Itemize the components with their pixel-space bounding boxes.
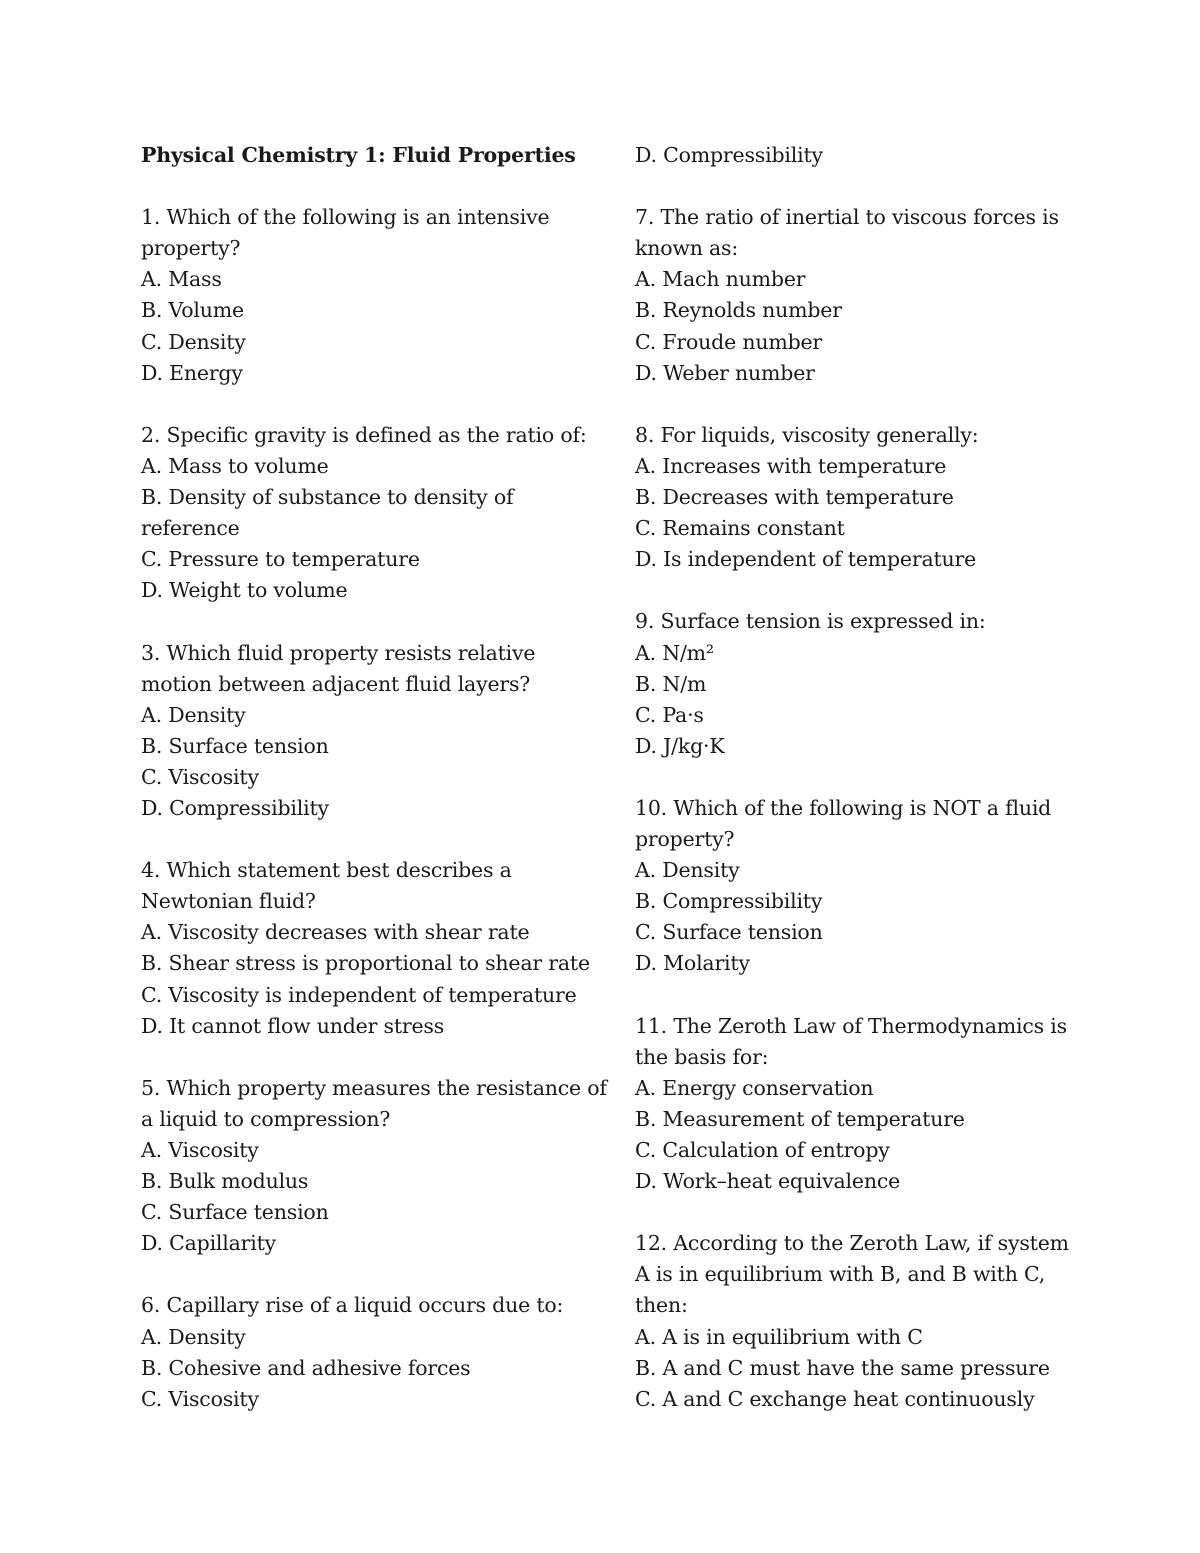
answer-option: A. A is in equilibrium with C	[635, 1324, 923, 1349]
answer-option: A. Density	[635, 858, 740, 883]
question-text: 5. Which property measures the resistance of	[141, 1075, 607, 1100]
question-text: known as:	[635, 236, 739, 261]
answer-option: A. Viscosity	[141, 1138, 259, 1162]
question-text: 2. Specific gravity is defined as the ratio of:	[141, 422, 587, 447]
question-4	[141, 855, 591, 1042]
answer-option: B. Density of substance to density of	[141, 485, 514, 510]
answer-option: C. Froude number	[635, 329, 823, 354]
answer-option: A. N/m²	[635, 640, 714, 665]
answer-option: B. Measurement of temperature	[635, 1106, 965, 1131]
question-text: A is in equilibrium with B, and B with C,	[635, 1262, 1046, 1287]
answer-option: B. Decreases with temperature	[635, 485, 954, 510]
answer-option: reference	[141, 516, 240, 541]
question-text: 3. Which fluid property resists relative	[141, 640, 536, 665]
answer-option: C. Viscosity	[141, 1386, 259, 1411]
question-11	[635, 1011, 1085, 1198]
answer-option: D. Is independent of temperature	[635, 547, 977, 572]
question-text: 6. Capillary rise of a liquid occurs due to:	[141, 1293, 564, 1318]
answer-option: C. Pressure to temperature	[141, 547, 420, 572]
answer-option: B. N/m	[635, 671, 707, 696]
question-text: 10. Which of the following is NOT a fluid	[635, 795, 1052, 820]
answer-option: B. Volume	[141, 298, 244, 323]
left-column	[141, 140, 607, 1415]
question-7	[635, 202, 1085, 389]
answer-option: D. Energy	[141, 360, 243, 385]
right-column	[635, 140, 1085, 1415]
question-text: 9. Surface tension is expressed in:	[635, 609, 986, 634]
question-text: a liquid to compression?	[141, 1106, 391, 1131]
question-text: 12. According to the Zeroth Law, if system	[635, 1231, 1069, 1256]
answer-option: D. Capillarity	[141, 1231, 277, 1256]
answer-option: A. Mass to volume	[141, 453, 329, 478]
answer-option: B. A and C must have the same pressure	[635, 1355, 1050, 1380]
answer-option: D. Molarity	[635, 951, 750, 976]
answer-option: C. Viscosity	[141, 764, 259, 789]
answer-option: C. Calculation of entropy	[635, 1138, 890, 1162]
answer-option: A. Increases with temperature	[635, 453, 947, 478]
question-8	[635, 420, 1085, 575]
question-text: 1. Which of the following is an intensive	[141, 205, 550, 230]
answer-option: B. Surface tension	[141, 733, 329, 758]
answer-option: D. It cannot flow under stress	[141, 1013, 445, 1038]
question-1	[141, 202, 591, 389]
question-5	[141, 1073, 607, 1260]
answer-option: B. Compressibility	[635, 889, 823, 914]
answer-option: A. Density	[141, 1324, 246, 1349]
answer-option: B. Cohesive and adhesive forces	[141, 1355, 471, 1380]
answer-option: A. Energy conservation	[635, 1075, 874, 1100]
question-text: then:	[635, 1293, 688, 1318]
answer-option: C. Density	[141, 329, 246, 354]
question-text: Newtonian fluid?	[141, 889, 316, 914]
question-text: the basis for:	[635, 1044, 769, 1069]
answer-option: A. Density	[141, 702, 246, 727]
answer-option: D. Weight to volume	[141, 578, 348, 603]
answer-option: B. Shear stress is proportional to shear rate	[141, 951, 590, 976]
answer-option: B. Reynolds number	[635, 298, 842, 323]
answer-option: A. Mass	[141, 267, 222, 292]
answer-option: D. Compressibility	[141, 795, 329, 820]
question-3	[141, 638, 591, 825]
question-text: 4. Which statement best describes a	[141, 858, 512, 883]
question-text: 11. The Zeroth Law of Thermodynamics is	[635, 1013, 1067, 1038]
question-12	[635, 1228, 1085, 1415]
answer-option: A. Mach number	[635, 267, 806, 292]
answer-option: D. J/kg·K	[635, 733, 725, 758]
answer-option: C. Viscosity is independent of temperature	[141, 982, 577, 1007]
question-9	[635, 606, 1085, 761]
question-text: 8. For liquids, viscosity generally:	[635, 422, 979, 447]
answer-option: C. Surface tension	[635, 920, 823, 945]
answer-option: C. A and C exchange heat continuously	[635, 1386, 1035, 1411]
answer-option: C. Pa·s	[635, 702, 704, 727]
question-text: property?	[141, 236, 241, 261]
question-2	[141, 420, 591, 607]
answer-option: D. Compressibility	[635, 143, 823, 167]
answer-option: C. Remains constant	[635, 516, 845, 541]
question-10	[635, 793, 1085, 980]
page-title: Physical Chemistry 1: Fluid Properties	[141, 143, 576, 167]
answer-option: B. Bulk modulus	[141, 1169, 309, 1194]
question-6	[141, 1290, 591, 1414]
answer-option: A. Viscosity decreases with shear rate	[141, 920, 530, 945]
question-text: motion between adjacent fluid layers?	[141, 671, 531, 696]
answer-option: D. Work–heat equivalence	[635, 1169, 901, 1194]
answer-option: D. Weber number	[635, 360, 815, 385]
question-text: 7. The ratio of inertial to viscous forces is	[635, 205, 1059, 230]
question-text: property?	[635, 827, 735, 852]
answer-option: C. Surface tension	[141, 1200, 329, 1225]
